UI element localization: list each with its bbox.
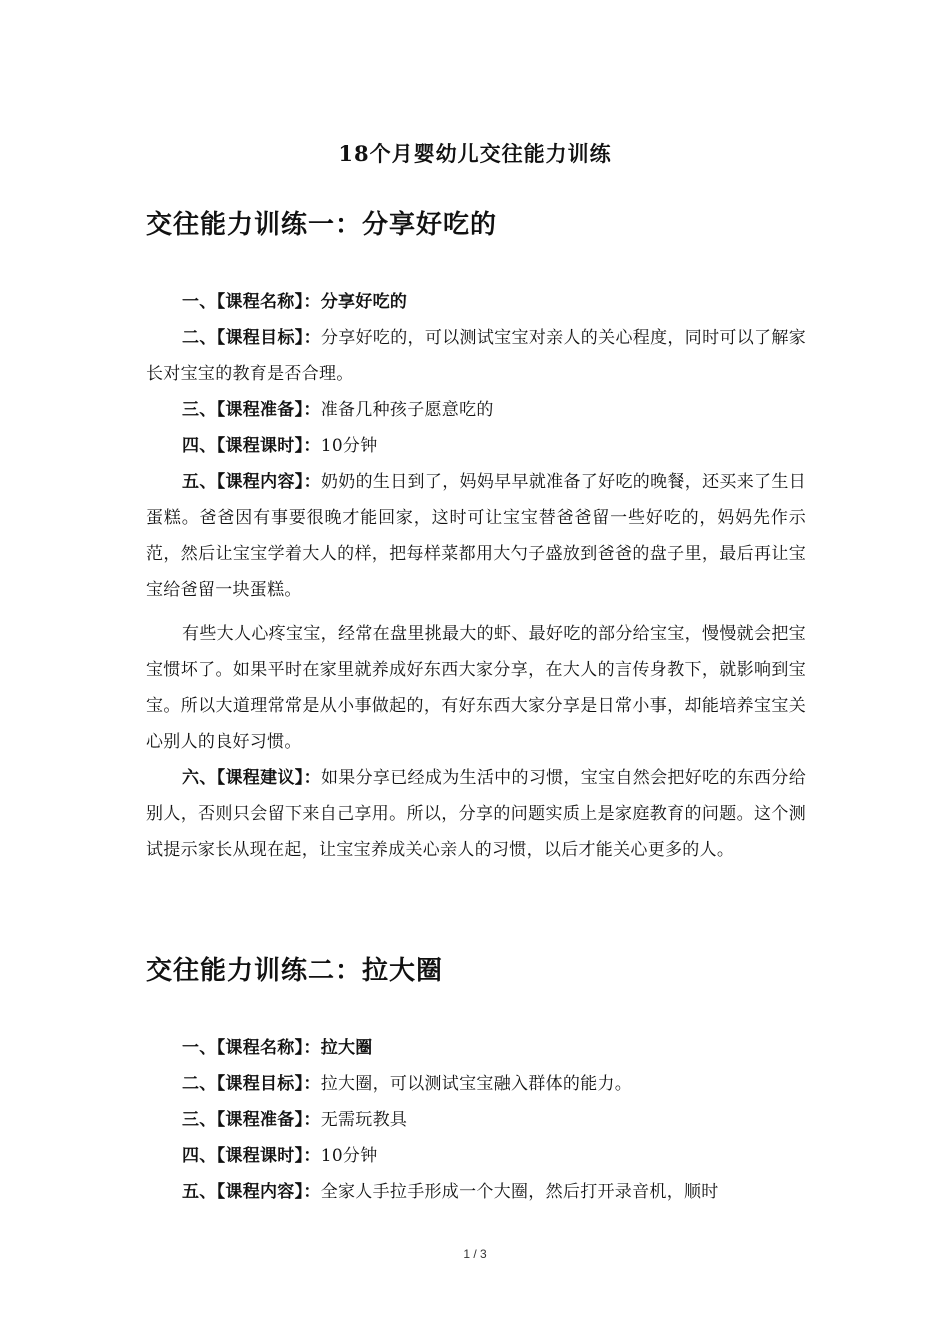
item-label: 二、【课程目标】： [182,328,321,348]
course-goal-item [146,320,806,392]
item-value: 无需玩教具 [320,1110,408,1130]
item-value: 如果分享已经成为生活中的习惯，宝宝自然会把好吃的东西分给别人，否则只会留下来自己享用。所以，分享的问题实质上是家庭教育的问题。这个测试提示家长从现在起，让宝宝养成关心亲人的习惯，以后才能关心更多的人。 [146,768,807,860]
item-label: 五、【课程内容】： [182,472,321,492]
item-label: 三、【课程准备】： [182,1110,321,1130]
page-title: 18个月婴幼儿交往能力训练 [338,141,612,166]
course-preparation-item [146,392,806,428]
item-label: 二、【课程目标】： [182,1074,321,1094]
body-paragraph: 有些大人心疼宝宝，经常在盘里挑最大的虾、最好吃的部分给宝宝，慢慢就会把宝宝惯坏了。如果平时在家里就养成好东西大家分享，在大人的言传身教下，就影响到宝宝。所以大道理常常是从小事做起的，有好东西大家分享是日常小事，却能培养宝宝关心别人的良好习惯。 [146,624,806,752]
item-value: 分享好吃的，可以测试宝宝对亲人的关心程度，同时可以了解家长对宝宝的教育是否合理。 [146,328,807,384]
course-content-item [146,464,806,608]
course-duration-item [146,1138,806,1174]
item-label: 六、【课程建议】： [182,768,321,788]
item-label: 四、【课程课时】： [182,1146,321,1166]
item-value: 奶奶的生日到了，妈妈早早就准备了好吃的晚餐，还买来了生日蛋糕。爸爸因有事要很晚才能回家，这时可让宝宝替爸爸留一些好吃的，妈妈先作示范，然后让宝宝学着大人的样，把每样菜都用大勺子盛放到爸爸的盘子里，最后再让宝宝给爸留一块蛋糕。 [146,472,807,600]
section-1-body [146,284,806,868]
course-goal-item [146,1066,806,1102]
item-value: 10分钟 [320,436,378,456]
course-name-item [146,284,806,320]
page-number: 1 / 3 [463,1247,487,1261]
section-2-body [146,1030,806,1210]
item-value: 拉大圈 [320,1038,373,1058]
item-value: 拉大圈，可以测试宝宝融入群体的能力。 [320,1074,633,1094]
course-preparation-item [146,1102,806,1138]
course-suggestion-item [146,760,806,868]
item-label: 三、【课程准备】： [182,400,321,420]
item-value: 准备几种孩子愿意吃的 [320,400,494,420]
item-label: 一、【课程名称】： [182,292,321,312]
section-1-heading: 交往能力训练一：分享好吃的 [146,210,498,240]
section-2-heading: 交往能力训练二：拉大圈 [146,956,444,986]
course-duration-item [146,428,806,464]
item-value: 10分钟 [320,1146,378,1166]
course-name-item [146,1030,806,1066]
item-label: 五、【课程内容】： [182,1182,321,1202]
item-label: 四、【课程课时】： [182,436,321,456]
item-value: 全家人手拉手形成一个大圈，然后打开录音机，顺时 [320,1182,719,1202]
item-value: 分享好吃的 [320,292,408,312]
course-content-item [146,1174,806,1210]
item-label: 一、【课程名称】： [182,1038,321,1058]
